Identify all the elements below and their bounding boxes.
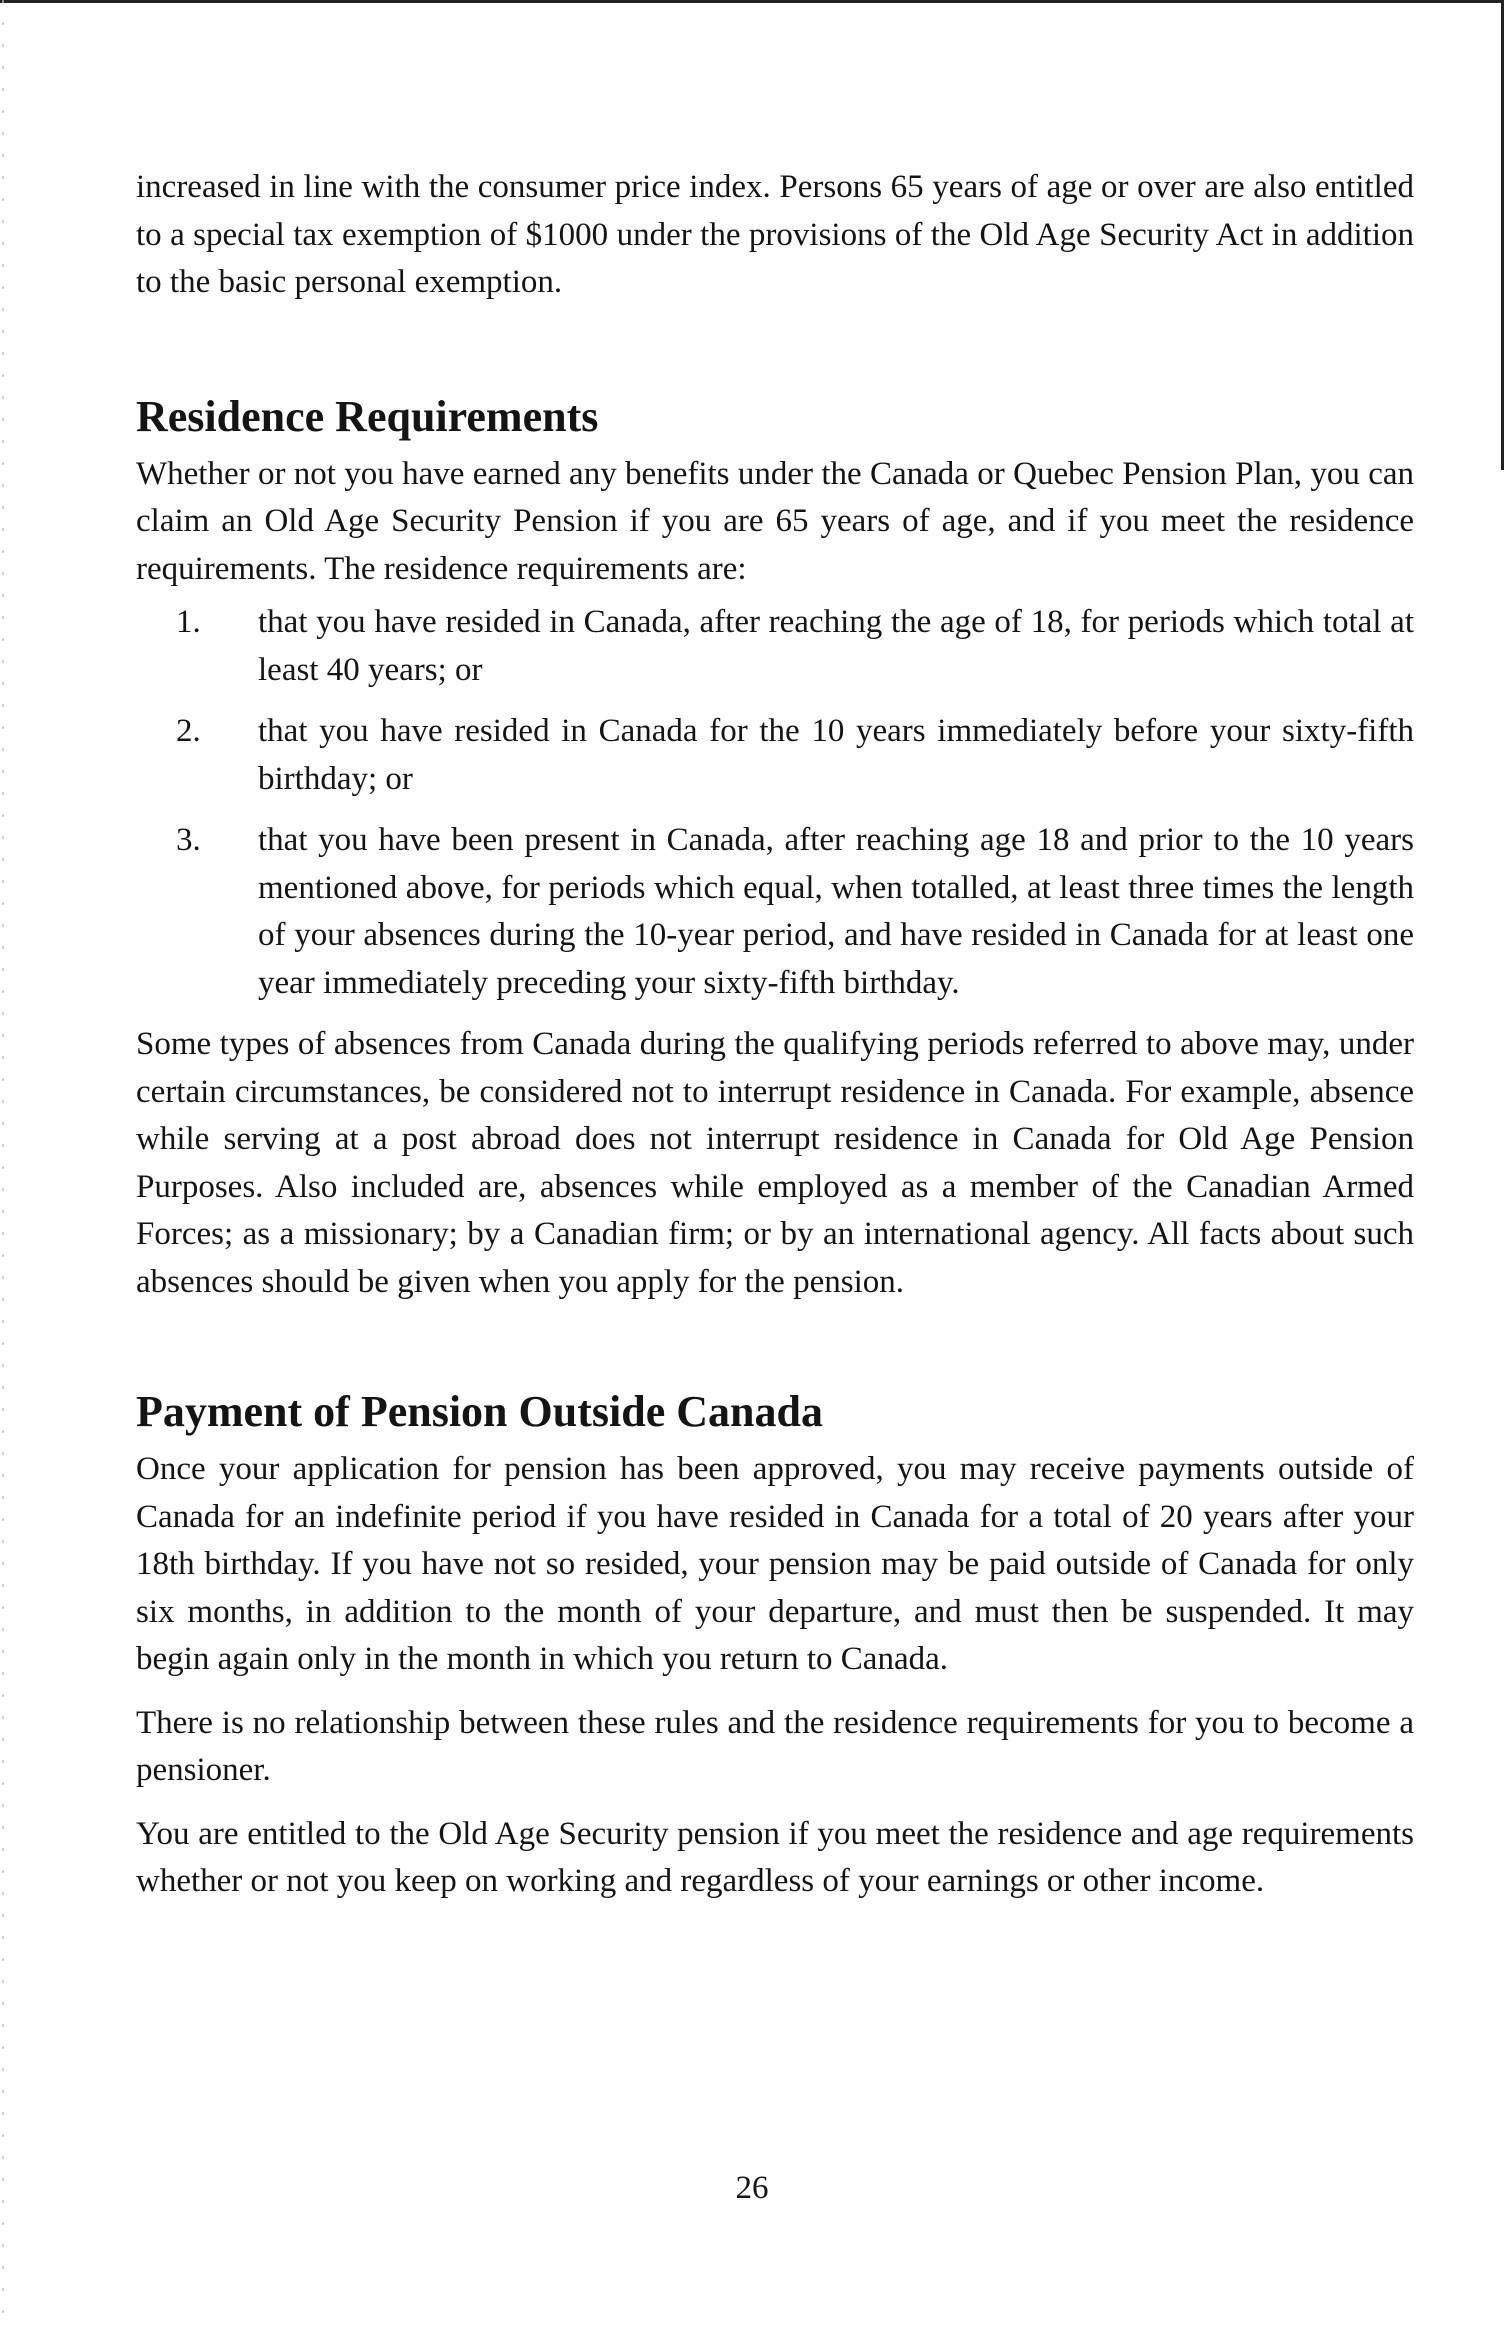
payment-paragraph-2: There is no relationship between these rules and the residence requirements for you to become a pensioner. xyxy=(136,1704,1414,1788)
intro-paragraph: increased in line with the consumer price index. Persons 65 years of age or over are also entitled to a special tax exemption of $1000 under the provisions of the Old Age Security Act in addition to the basic personal exemption. xyxy=(136,169,1414,300)
residence-heading: Residence Requirements xyxy=(136,391,599,441)
payment-paragraph-3: You are entitled to the Old Age Security pension if you meet the residence and age requirements whether or not you keep on working and regardless of your earnings or other income. xyxy=(136,1815,1414,1899)
residence-intro-paragraph: Whether or not you have earned any benefits under the Canada or Quebec Pension Plan, you can claim an Old Age Security Pension if you are 65 years of age, and if you meet the residence requirements. The residence requirements are: xyxy=(136,455,1414,587)
list-item-text: that you have resided in Canada for the 10 years immediately before your sixty-fifth birthday; or xyxy=(258,713,1414,797)
scan-edge-left xyxy=(2,0,4,2325)
list-item-text: that you have been present in Canada, after reaching age 18 and prior to the 10 years mentioned above, for periods which equal, when totalled, at least three times the length of your absences during the 10-year period, and have resided in Canada for at least one year immediately preceding your sixty-fifth birthday. xyxy=(258,822,1414,1001)
page-number: 26 xyxy=(735,2170,769,2206)
list-item xyxy=(136,708,1414,803)
absences-paragraph: Some types of absences from Canada during the qualifying periods referred to above may, under certain circumstances, be considered not to interrupt residence in Canada. For example, absence while serving at a post abroad does not interrupt residence in Canada for Old Age Pension Purposes. Also included are, absences while employed as a member of the Canadian Armed Forces; as a missionary; by a Canadian firm; or by an international agency. All facts about such absences should be given when you apply for the pension. xyxy=(136,1026,1414,1300)
list-item xyxy=(136,817,1414,1007)
scan-edge-top xyxy=(0,0,1504,3)
payment-paragraph-1: Once your application for pension has been approved, you may receive payments outside of Canada for an indefinite period if you have resided in Canada for a total of 20 years after your 18th birthday. If you have not so resided, your pension may be paid outside of Canada for only six months, in addition to the month of your departure, and must then be suspended. It may begin again only in the month in which you return to Canada. xyxy=(136,1451,1414,1677)
list-item xyxy=(136,599,1414,694)
list-item-number: 1. xyxy=(176,604,201,640)
payment-heading: Payment of Pension Outside Canada xyxy=(136,1387,823,1436)
list-item-number: 2. xyxy=(176,713,201,749)
list-item-number: 3. xyxy=(176,822,201,858)
list-item-text: that you have resided in Canada, after reaching the age of 18, for periods which total at least 40 years; or xyxy=(258,604,1414,688)
residence-requirements-list xyxy=(136,599,1414,1007)
page-content xyxy=(136,164,1414,1906)
